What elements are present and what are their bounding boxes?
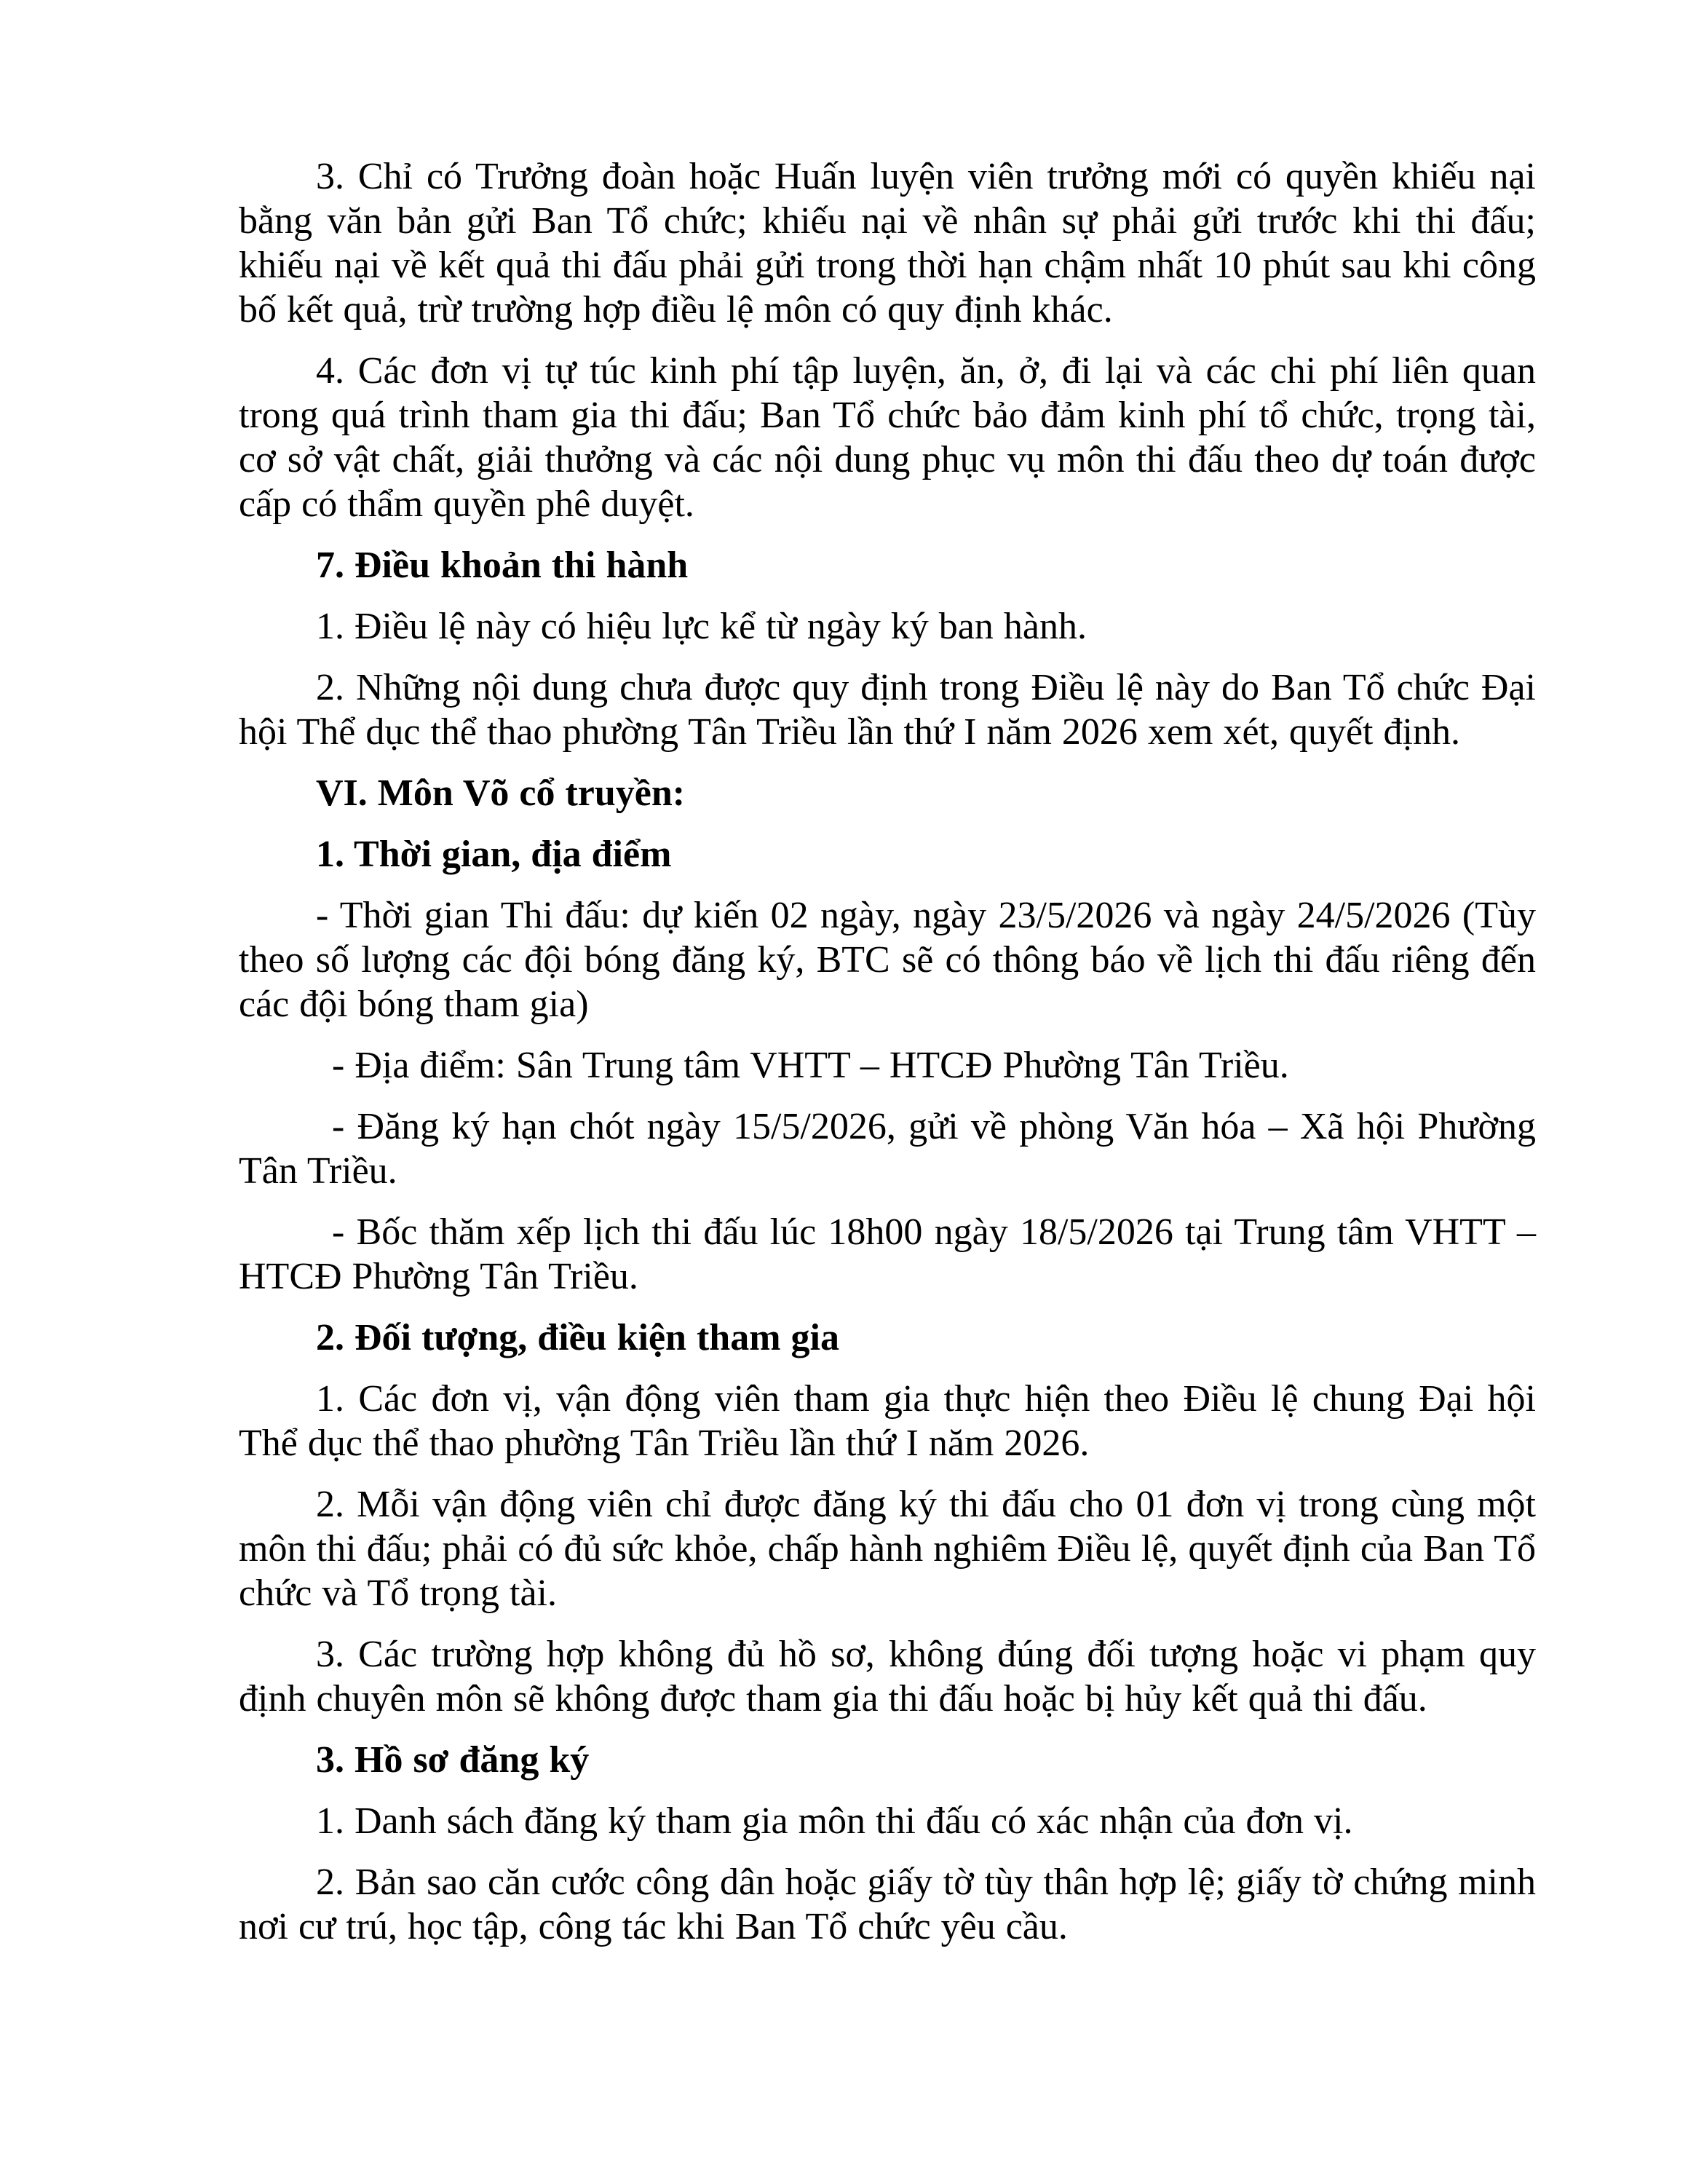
body-paragraph: 3. Các trường hợp không đủ hồ sơ, không đúng đối tượng hoặc vi phạm quy định chuyên môn sẽ không được tham gia thi đấu hoặc bị hủy kết quả thi đấu.	[239, 1634, 1536, 1720]
section-heading: 1. Thời gian, địa điểm	[316, 834, 672, 875]
section-heading: 7. Điều khoản thi hành	[316, 545, 689, 586]
section-heading: 3. Hồ sơ đăng ký	[316, 1739, 590, 1781]
body-paragraph: 3. Chỉ có Trưởng đoàn hoặc Huấn luyện viên trưởng mới có quyền khiếu nại bằng văn bản gửi Ban Tổ chức; khiếu nại về nhân sự phải gửi trước khi thi đấu; khiếu nại về kết quả thi đấu phải gửi trong thời hạn chậm nhất 10 phút sau khi công bố kết quả, trừ trường hợp điều lệ môn có quy định khác.	[239, 156, 1536, 331]
document-content	[239, 0, 1536, 1949]
body-paragraph: 1. Điều lệ này có hiệu lực kể từ ngày ký ban hành.	[316, 606, 1087, 647]
body-paragraph: 4. Các đơn vị tự túc kinh phí tập luyện, ăn, ở, đi lại và các chi phí liên quan trong quá trình tham gia thi đấu; Ban Tổ chức bảo đảm kinh phí tổ chức, trọng tài, cơ sở vật chất, giải thưởng và các nội dung phục vụ môn thi đấu theo dự toán được cấp có thẩm quyền phê duyệt.	[239, 350, 1536, 525]
body-paragraph: 2. Mỗi vận động viên chỉ được đăng ký thi đấu cho 01 đơn vị trong cùng một môn thi đấu; phải có đủ sức khỏe, chấp hành nghiêm Điều lệ, quyết định của Ban Tổ chức và Tổ trọng tài.	[239, 1484, 1536, 1614]
section-heading: VI. Môn Võ cổ truyền:	[316, 772, 686, 814]
body-paragraph: - Thời gian Thi đấu: dự kiến 02 ngày, ngày 23/5/2026 và ngày 24/5/2026 (Tùy theo số lượng các đội bóng đăng ký, BTC sẽ có thông báo về lịch thi đấu riêng đến các đội bóng tham gia)	[239, 895, 1536, 1025]
body-paragraph: 1. Danh sách đăng ký tham gia môn thi đấu có xác nhận của đơn vị.	[316, 1800, 1353, 1842]
body-paragraph: 2. Những nội dung chưa được quy định trong Điều lệ này do Ban Tổ chức Đại hội Thể dục thể thao phường Tân Triều lần thứ I năm 2026 xem xét, quyết định.	[239, 667, 1536, 753]
body-paragraph: 2. Bản sao căn cước công dân hoặc giấy tờ tùy thân hợp lệ; giấy tờ chứng minh nơi cư trú, học tập, công tác khi Ban Tổ chức yêu cầu.	[239, 1861, 1536, 1947]
body-paragraph: 1. Các đơn vị, vận động viên tham gia thực hiện theo Điều lệ chung Đại hội Thể dục thể thao phường Tân Triều lần thứ I năm 2026.	[239, 1378, 1536, 1464]
section-heading: 2. Đối tượng, điều kiện tham gia	[316, 1317, 839, 1358]
body-paragraph: - Bốc thăm xếp lịch thi đấu lúc 18h00 ngày 18/5/2026 tại Trung tâm VHTT – HTCĐ Phường Tân Triều.	[239, 1211, 1536, 1297]
body-paragraph: - Đăng ký hạn chót ngày 15/5/2026, gửi về phòng Văn hóa – Xã hội Phường Tân Triều.	[239, 1106, 1536, 1192]
body-paragraph: - Địa điểm: Sân Trung tâm VHTT – HTCĐ Phường Tân Triều.	[332, 1045, 1289, 1086]
